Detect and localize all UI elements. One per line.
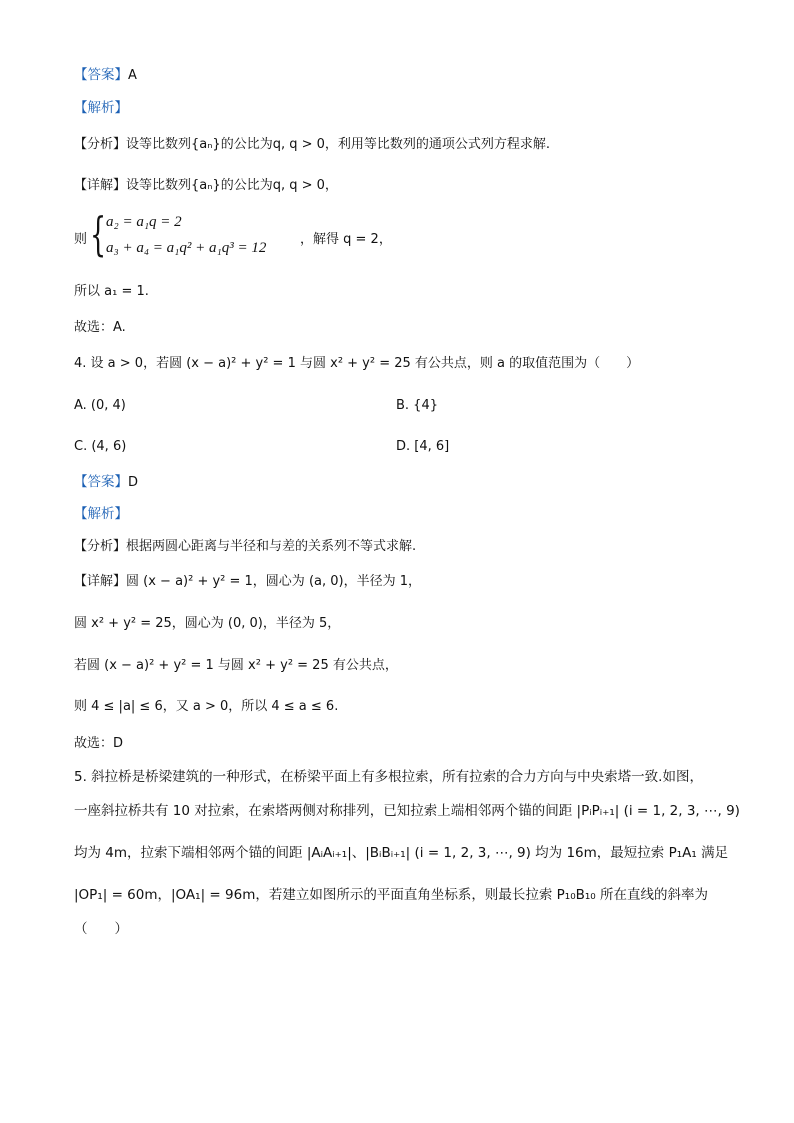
choose-text: 故选：A.: [74, 320, 126, 335]
q4-fenxi-line: [74, 537, 416, 556]
q4-choose-line: [74, 734, 123, 753]
q5-line-1: 5. 斜拉桥是桥梁建筑的一种形式，在桥梁平面上有多根拉索，所有拉索的合力方向与中央索塔一致.如图，: [74, 769, 703, 785]
option-a-text: A. (0, 4): [74, 398, 126, 413]
answer-tag: 【答案】: [74, 67, 128, 83]
answer-value: A: [128, 68, 137, 83]
choose-text: 故选：D: [74, 736, 124, 751]
option-b-text: B. {4}: [396, 398, 438, 413]
xiangjie-line-4: 则 4 ≤ |a| ≤ 6，又 a > 0，所以 4 ≤ a ≤ 6.: [74, 699, 339, 714]
q5-line-5: （ ）: [74, 921, 128, 937]
equation-2: a₃ + a₄ = a₁q² + a₁q³ = 12: [106, 240, 267, 256]
q4-option-b: [396, 396, 438, 415]
option-c-text: C. (4, 6): [74, 439, 127, 454]
xiangjie-text: 设等比数列{aₙ}的公比为q, q > 0，: [126, 178, 338, 193]
q3-result-line: [74, 282, 149, 301]
q4-stem-text: 4. 设 a > 0，若圆 (x − a)² + y² = 1 与圆 x² + y² = 25 有公共点，则 a 的取值范围为（ ）: [74, 356, 640, 371]
q4-line-2: [74, 614, 340, 633]
analysis-tag: 【解析】: [74, 506, 128, 522]
answer-tag: 【答案】: [74, 474, 128, 490]
q3-answer-line: [74, 66, 137, 85]
q3-analysis-line: [74, 99, 128, 117]
xiangjie-line-2: 圆 x² + y² = 25，圆心为 (0, 0)，半径为 5，: [74, 616, 341, 631]
q4-line-4: [74, 697, 338, 716]
q4-option-c: [74, 437, 126, 456]
answer-value: D: [128, 475, 139, 490]
analysis-tag: 【解析】: [74, 100, 128, 116]
q4-option-d: [396, 437, 449, 456]
fenxi-tag: 【分析】: [74, 539, 127, 554]
result-text: 所以 a₁ = 1.: [74, 284, 149, 299]
q4-stem: [74, 354, 639, 373]
left-brace: {: [90, 207, 107, 261]
q5-line-3: 均为 4m，拉索下端相邻两个锚的间距 |AᵢAᵢ₊₁|、|BᵢBᵢ₊₁| (i = 1, 2, 3, ⋯, 9) 均为 16m，最短拉索 P₁A₁ 满足: [74, 845, 729, 861]
q4-analysis-line: [74, 505, 128, 523]
q5-line-4: |OP₁| = 60m，|OA₁| = 96m，若建立如图所示的平面直角坐标系，则最长拉索 P₁₀B₁₀ 所在直线的斜率为: [74, 887, 708, 903]
q3-choose-line: [74, 318, 126, 337]
equation-1: a₂ = a₁q = 2: [106, 214, 182, 230]
xiangjie-line-1: 圆 (x − a)² + y² = 1，圆心为 (a, 0)，半径为 1，: [126, 574, 421, 589]
xiangjie-tag: 【详解】: [74, 574, 127, 589]
option-d-text: D. [4, 6]: [396, 439, 450, 454]
xiangjie-tag: 【详解】: [74, 178, 127, 193]
fenxi-text: 根据两圆心距离与半径和与差的关系列不等式求解.: [126, 539, 417, 554]
q5-line-2: 一座斜拉桥共有 10 对拉索，在索塔两侧对称排列，已知拉索上端相邻两个锚的间距 |PᵢPᵢ₊₁| (i = 1, 2, 3, ⋯, 9): [74, 803, 740, 819]
q3-fenxi-line: [74, 135, 550, 154]
fenxi-text: 设等比数列{aₙ}的公比为q, q > 0，利用等比数列的通项公式列方程求解.: [126, 137, 551, 152]
q4-line-3: [74, 656, 398, 675]
solve-text: ，解得 q = 2，: [300, 232, 392, 247]
q4-option-a: [74, 396, 126, 415]
q3-xiangjie-line: [74, 176, 338, 195]
q4-answer-line: [74, 473, 138, 492]
fenxi-tag: 【分析】: [74, 137, 127, 152]
ze-label: 则: [74, 232, 88, 247]
xiangjie-line-3: 若圆 (x − a)² + y² = 1 与圆 x² + y² = 25 有公共点，: [74, 658, 398, 673]
q4-xiangjie-line: [74, 572, 421, 591]
